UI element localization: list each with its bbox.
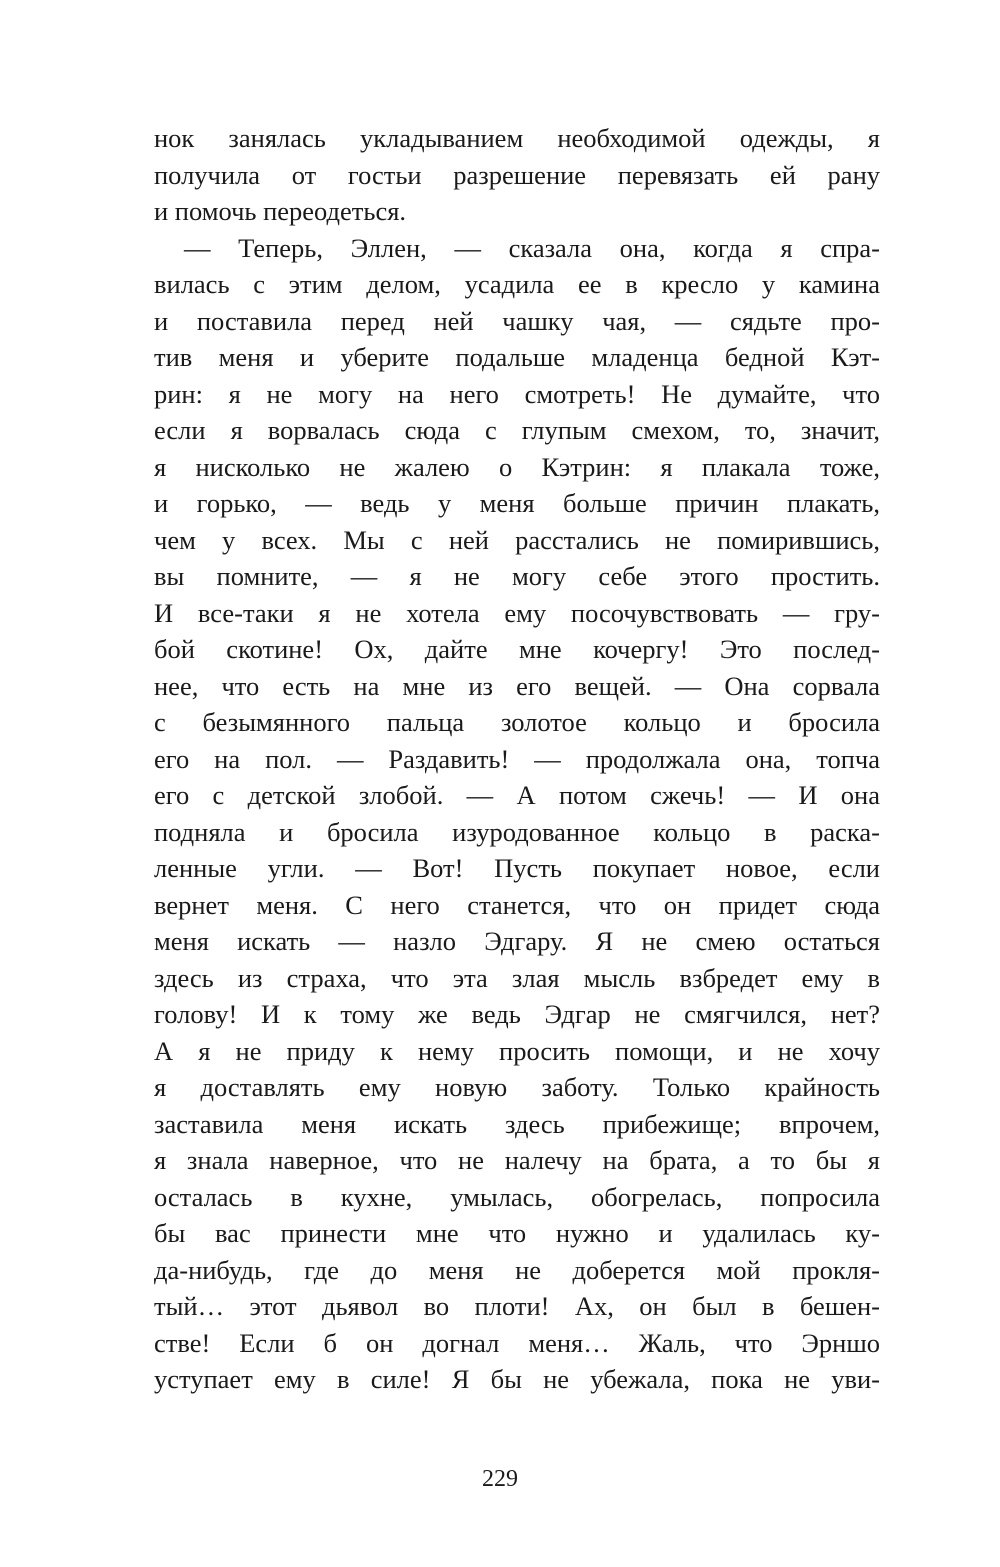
text-line: если я ворвалась сюда с глупым смехом, то, значит, <box>154 415 880 445</box>
text-line: вернет меня. С него станется, что он придет сюда <box>154 889 880 920</box>
text-line: И все-таки я не хотела ему посочувствовать — гру- <box>154 597 880 628</box>
text-line: тив меня и уберите подальше младенца бедной Кэт- <box>154 342 880 372</box>
page-number: 229 <box>482 1466 518 1492</box>
text-line: меня искать — назло Эдгару. Я не смею остаться <box>154 926 880 956</box>
text-line: нок занялась укладыванием необходимой одежды, я <box>154 123 880 153</box>
text-line: я доставлять ему новую заботу. Только крайность <box>154 1072 880 1102</box>
text-line: стве! Если б он догнал меня… Жаль, что Эрншо <box>154 1327 880 1358</box>
body-text <box>154 120 880 1398</box>
text-line: здесь из страха, что эта злая мысль взбредет ему в <box>154 962 880 993</box>
text-line: и помочь переодеться. <box>154 196 407 226</box>
text-line: осталась в кухне, умылась, обогрелась, попросила <box>154 1181 880 1212</box>
text-line: его с детской злобой. — А потом сжечь! — И она <box>154 780 880 810</box>
text-line: да-нибудь, где до меня не доберется мой прокля- <box>154 1254 880 1285</box>
text-line: получила от гостьи разрешение перевязать ей рану <box>154 159 880 190</box>
text-line: рин: я не могу на него смотреть! Не думайте, что <box>154 378 880 409</box>
text-line: я знала наверное, что не налечу на брата, а то бы я <box>154 1145 880 1175</box>
text-line: вилась с этим делом, усадила ее в кресло у камина <box>154 269 880 299</box>
text-line: и поставила перед ней чашку чая, — сядьте про- <box>154 305 880 336</box>
text-line: подняла и бросила изуродованное кольцо в раска- <box>154 816 880 847</box>
text-line: я нисколько не жалею о Кэтрин: я плакала тоже, <box>154 451 880 482</box>
text-line: тый… этот дьявол во плоти! Ах, он был в бешен- <box>154 1291 880 1321</box>
text-line: ленные угли. — Вот! Пусть покупает новое, если <box>154 853 880 883</box>
text-line: с безымянного пальца золотое кольцо и бросила <box>154 707 880 737</box>
text-line: голову! И к тому же ведь Эдгар не смягчился, нет? <box>154 999 880 1029</box>
text-line: уступает ему в силе! Я бы не убежала, пока не уви- <box>154 1364 880 1394</box>
text-line: бой скотине! Ох, дайте мне кочергу! Это послед- <box>154 634 880 664</box>
text-line: А я не приду к нему просить помощи, и не хочу <box>154 1035 880 1066</box>
text-line: чем у всех. Мы с ней расстались не помирившись, <box>154 524 880 555</box>
text-line: и горько, — ведь у меня больше причин плакать, <box>154 488 880 518</box>
text-line: нее, что есть на мне из его вещей. — Она сорвала <box>154 670 880 701</box>
text-line: — Теперь, Эллен, — сказала она, когда я спра- <box>184 232 880 263</box>
text-line: бы вас принести мне что нужно и удалилась ку- <box>154 1218 880 1248</box>
text-line: его на пол. — Раздавить! — продолжала она, топча <box>154 743 880 774</box>
text-line: вы помните, — я не могу себе этого простить. <box>154 561 880 591</box>
text-line: заставила меня искать здесь прибежище; впрочем, <box>154 1108 880 1139</box>
